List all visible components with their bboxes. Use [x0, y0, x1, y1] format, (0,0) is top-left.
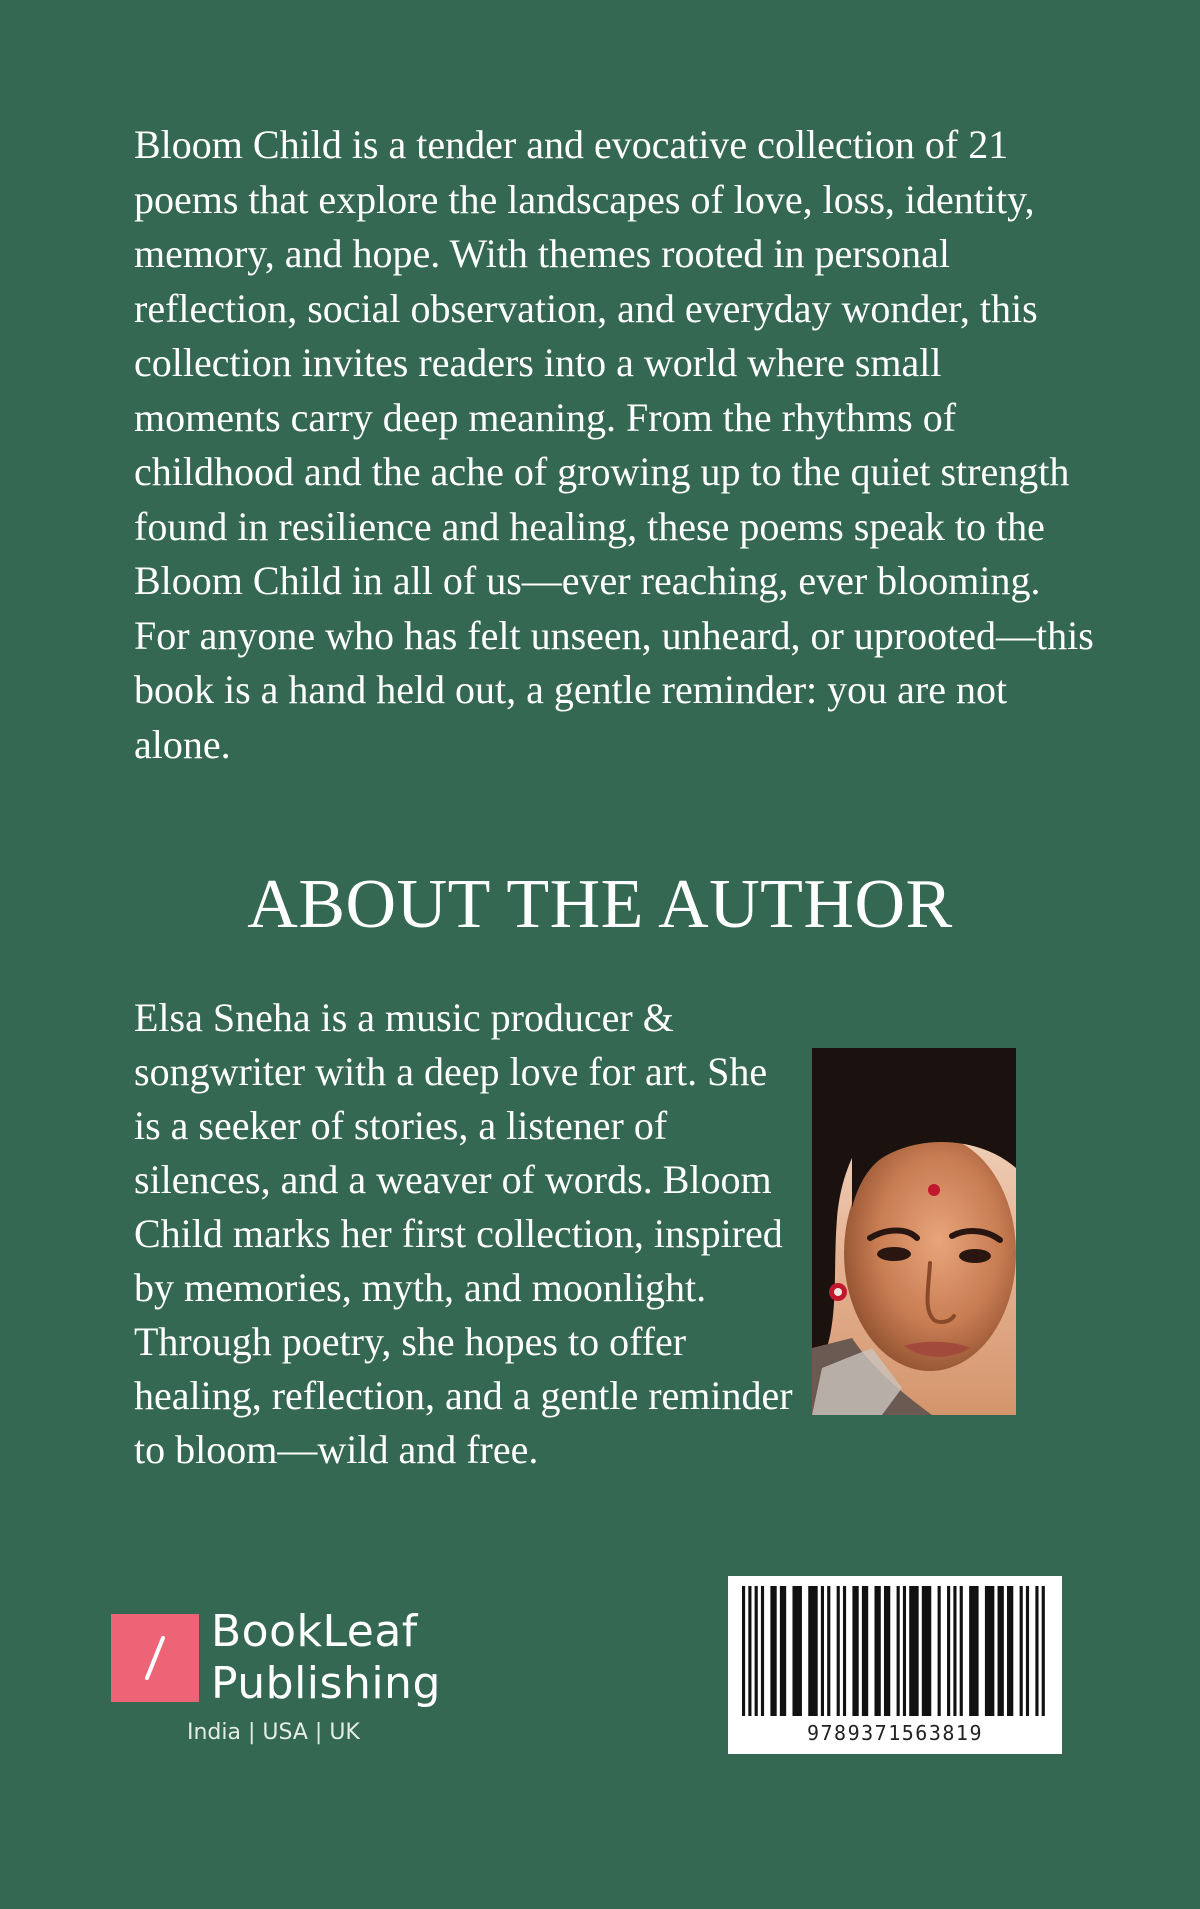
- barcode-bar: [761, 1586, 764, 1716]
- barcode-bar: [843, 1586, 846, 1716]
- publisher-name: [211, 1606, 441, 1710]
- barcode-bar: [947, 1586, 950, 1716]
- barcode-number: 9789371563819: [806, 1721, 984, 1745]
- barcode-bar: [922, 1586, 931, 1716]
- barcode-bar: [770, 1586, 776, 1716]
- barcode-bar: [808, 1586, 817, 1716]
- publisher-name-line2: Publishing: [211, 1658, 441, 1709]
- about-author-heading: ABOUT THE AUTHOR: [247, 866, 953, 943]
- barcode-bar: [874, 1586, 880, 1716]
- barcode-bar: [884, 1586, 890, 1716]
- barcode-bar: [862, 1586, 868, 1716]
- barcode-bar: [969, 1586, 978, 1716]
- barcode-bar: [742, 1586, 745, 1716]
- publisher-mark: [111, 1614, 199, 1702]
- barcode-bar: [1026, 1586, 1029, 1716]
- barcode-bar: [1042, 1586, 1045, 1716]
- barcode-bar: [748, 1586, 751, 1716]
- publisher-name-line1: BookLeaf: [211, 1606, 418, 1657]
- publisher-logo: [111, 1606, 451, 1757]
- barcode-bar: [821, 1586, 824, 1716]
- barcode-bar: [998, 1586, 1004, 1716]
- barcode-bar: [903, 1586, 906, 1716]
- barcode-bar: [1035, 1586, 1038, 1716]
- barcode-bar: [780, 1586, 786, 1716]
- author-photo: [812, 1048, 1016, 1415]
- barcode-bar: [897, 1586, 900, 1716]
- barcode-bar: [985, 1586, 994, 1716]
- barcode-bar: [960, 1586, 963, 1716]
- barcode-bar: [938, 1586, 941, 1716]
- barcode-bar: [837, 1586, 840, 1716]
- barcode-bar: [827, 1586, 830, 1716]
- barcode-bar: [1007, 1586, 1013, 1716]
- barcode-bar: [792, 1586, 801, 1716]
- author-bio: Elsa Sneha is a music producer & songwriter with a deep love for art. She is a seeker of stories, a listener of silences, and a weaver of words. Bloom Child marks her first collection, inspired by memories, myth, and moonlight. Through poetry, she hopes to offer healing, reflection, and a gentle reminder to bloom—wild and free.: [134, 995, 793, 1472]
- barcode-bar: [1020, 1586, 1023, 1716]
- isbn-barcode: [728, 1576, 1062, 1754]
- barcode-bar: [755, 1586, 758, 1716]
- barcode-bar: [852, 1586, 858, 1716]
- barcode-bars: [742, 1586, 1048, 1716]
- barcode-bar: [909, 1586, 918, 1716]
- publisher-regions: India | USA | UK: [187, 1720, 360, 1745]
- barcode-bar: [953, 1586, 956, 1716]
- book-blurb: Bloom Child is a tender and evocative collection of 21 poems that explore the landscapes of love, loss, identity, memory, and hope. With themes rooted in personal reflection, social observation, and everyday wonder, this collection invites readers into a world where small moments carry deep meaning. From the rhythms of childhood and the ache of growing up to the quiet strength found in resilience and healing, these poems speak to the Bloom Child in all of us—ever reaching, ever blooming. For anyone who has felt unseen, unheard, or uprooted—this book is a hand held out, a gentle reminder: you are not alone.: [134, 122, 1094, 767]
